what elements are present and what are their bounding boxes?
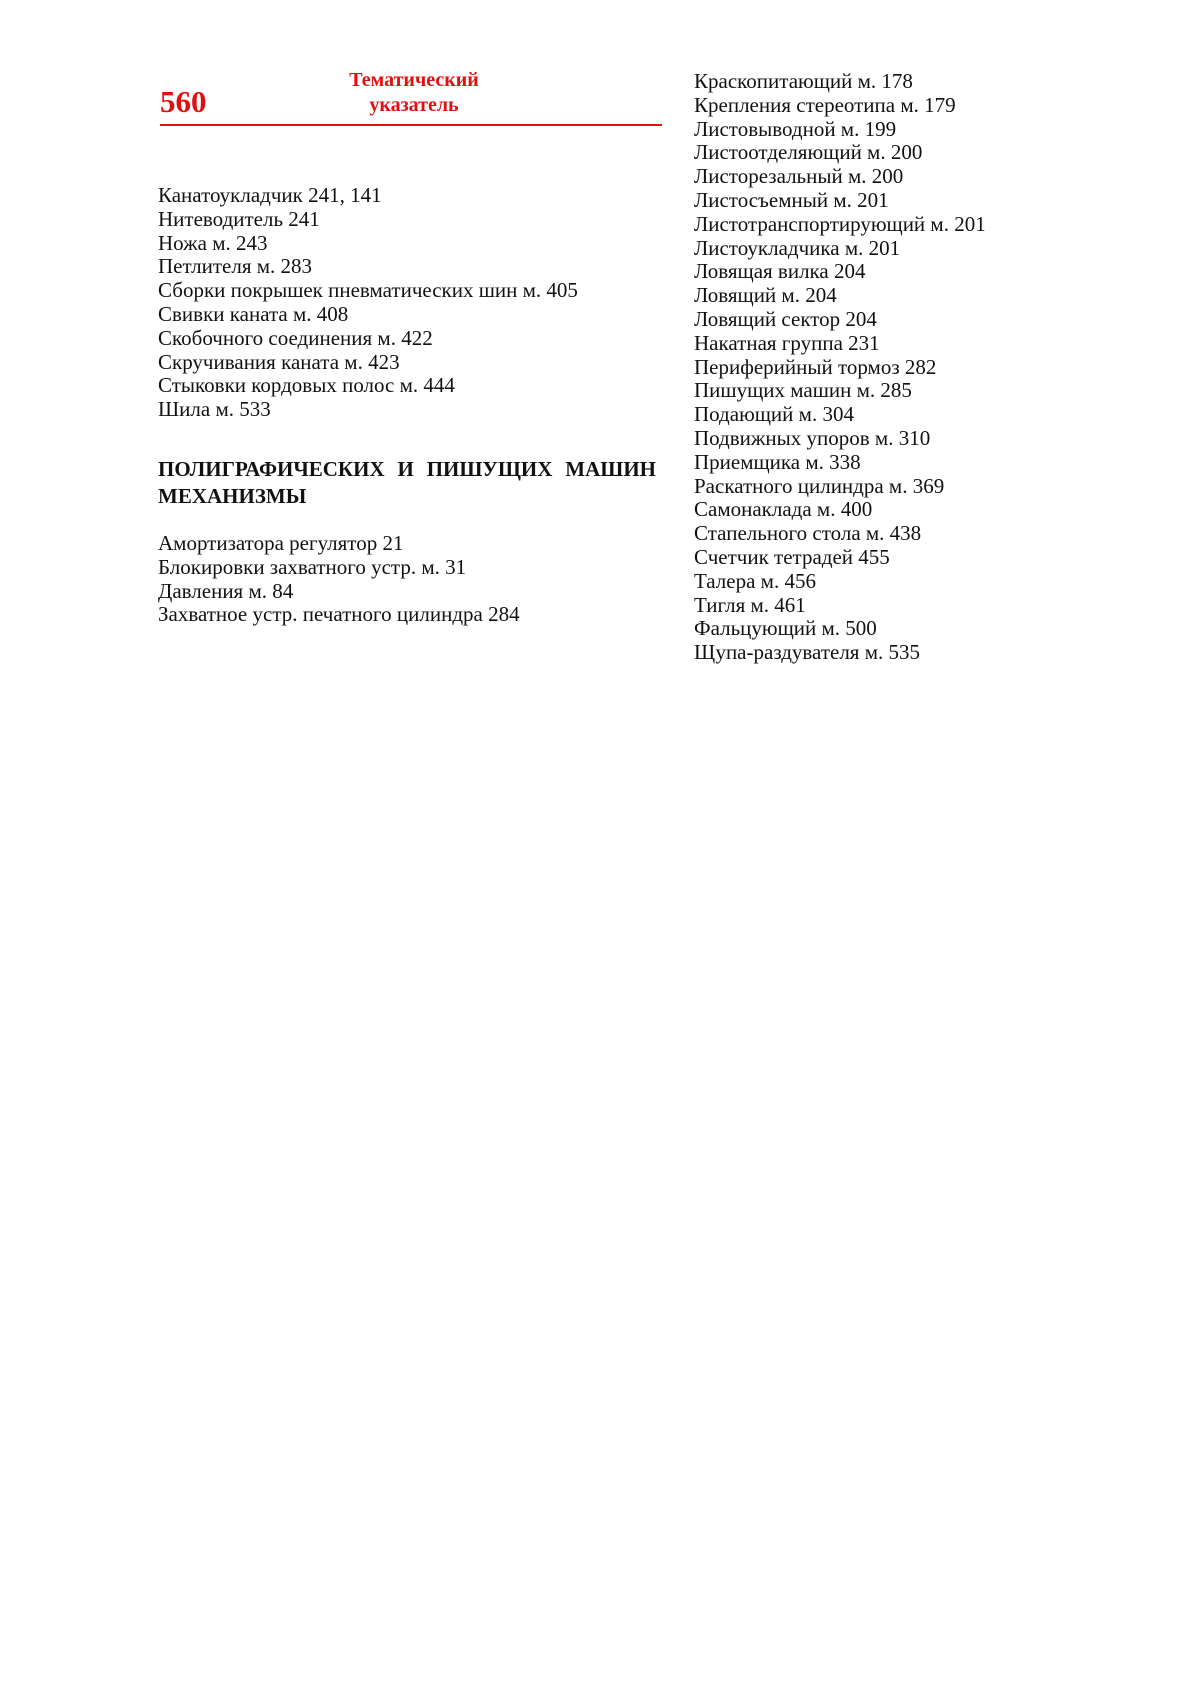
index-entry: Краскопитающий м. 178 — [694, 69, 913, 93]
index-entry: Фальцующий м. 500 — [694, 616, 877, 641]
left-entry-list — [158, 184, 656, 422]
page-number: 560 — [160, 84, 207, 119]
index-entry: Давления м. 84 — [158, 578, 294, 603]
index-title-line-2: указатель — [369, 94, 459, 116]
section-heading: ПОЛИГРАФИЧЕСКИХ И ПИШУЩИХ МАШИН МЕХАНИЗМЫ — [158, 456, 656, 508]
index-entry: Крепления стереотипа м. 179 — [694, 92, 956, 117]
index-entry: Амортизатора регулятор 21 — [158, 530, 404, 555]
index-entry: Листотранспортирующий м. 201 — [694, 211, 986, 236]
index-title — [314, 68, 514, 118]
index-entry: Нитеводитель 241 — [158, 206, 320, 231]
index-entry: Канатоукладчик 241, 141 — [158, 183, 382, 207]
index-entry: Приемщика м. 338 — [694, 449, 861, 474]
page-header — [160, 68, 662, 126]
index-entry: Ловящий м. 204 — [694, 283, 837, 308]
index-entry: Свивки каната м. 408 — [158, 301, 349, 326]
index-entry: Листовыводной м. 199 — [694, 116, 897, 141]
left-entry-list-bottom — [158, 532, 656, 627]
index-entry: Пишущих машин м. 285 — [694, 378, 912, 403]
index-entry: Периферийный тормоз 282 — [694, 354, 937, 379]
index-entry: Щупа-раздувателя м. 535 — [694, 640, 921, 665]
index-entry: Сборки покрышек пневматических шин м. 405 — [158, 278, 578, 303]
index-entry: Скручивания каната м. 423 — [158, 349, 400, 374]
index-entry: Петлителя м. 283 — [158, 254, 313, 279]
index-entry: Тигля м. 461 — [694, 592, 806, 617]
index-entry: Шила м. 533 — [158, 397, 271, 422]
index-entry: Подвижных упоров м. 310 — [694, 425, 931, 450]
index-entry: Скобочного соединения м. 422 — [158, 325, 433, 350]
index-entry: Ловящая вилка 204 — [694, 259, 866, 284]
left-column — [158, 184, 656, 627]
index-entry: Блокировки захватного устр. м. 31 — [158, 554, 467, 579]
index-entry: Ловящий сектор 204 — [694, 306, 877, 331]
index-entry: Счетчик тетрадей 455 — [694, 544, 890, 569]
right-entry-list — [694, 70, 1094, 665]
index-title-line-1: Тематический — [349, 69, 479, 91]
index-entry: Захватное устр. печатного цилиндра 284 — [158, 602, 520, 627]
index-entry: Подающий м. 304 — [694, 402, 854, 427]
index-entry: Ножа м. 243 — [158, 230, 268, 255]
index-entry: Стапельного стола м. 438 — [694, 521, 922, 546]
index-entry: Раскатного цилиндра м. 369 — [694, 473, 945, 498]
index-entry: Накатная группа 231 — [694, 330, 880, 355]
index-entry: Листорезальный м. 200 — [694, 164, 904, 189]
index-entry: Листоукладчика м. 201 — [694, 235, 901, 260]
index-entry: Листоотделяющий м. 200 — [694, 140, 923, 165]
right-column — [694, 70, 1094, 665]
index-entry: Листосъемный м. 201 — [694, 187, 889, 212]
index-entry: Самонаклада м. 400 — [694, 497, 873, 522]
index-entry: Талера м. 456 — [694, 568, 816, 593]
index-entry: Стыковки кордовых полос м. 444 — [158, 373, 455, 398]
